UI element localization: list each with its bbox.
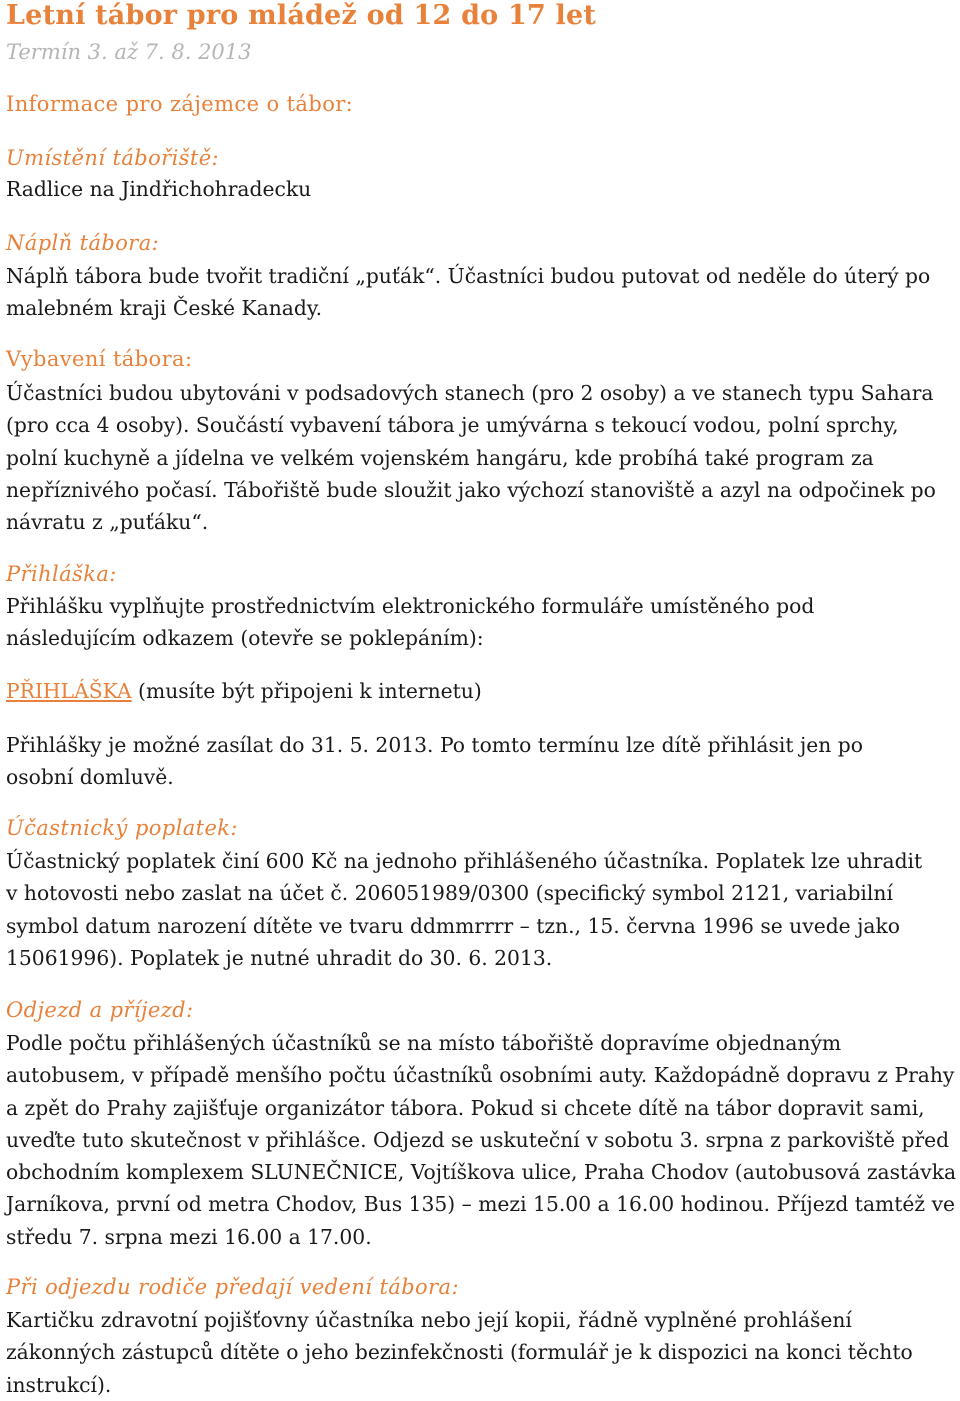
content-heading: Náplň tábora: — [6, 231, 160, 255]
equipment-text: Účastníci budou ubytováni v podsadových stanech (pro 2 osoby) a ve stanech typu Sahara (pro cca 4 osoby). Součástí vybavení tábora je umývárna s tekoucí vodou, polní sprchy, polní kuchyně a jídelna ve velkém vojenském hangáru, kde probíhá také program za nepříznivého počasí. Tábořiště bude sloužit jako výchozí stanoviště a azyl na odpočinek po návratu z „puťáku“. — [6, 381, 936, 535]
location-heading: Umístění tábořiště: — [6, 146, 220, 170]
equipment-heading: Vybavení tábora: — [6, 347, 193, 371]
travel-text: Podle počtu přihlášených účastníků se na místo tábořiště dopravíme objednaným autobusem, v případě menšího počtu účastníků osobními auty. Každopádně dopravu z Prahy a zpět do Prahy zajišťuje organizátor tábora. Pokud si chcete dítě na tábor dopravit sami, uveďte tuto skutečnost v přihlášce. Odjezd se uskuteční v sobotu 3. srpna z parkoviště před obchodním komplexem SLUNEČNICE, Vojtíškova ulice, Praha Chodov (autobusová zastávka Jarníkova, první od metra Chodov, Bus 135) – mezi 15.00 a 16.00 hodinou. Příjezd tamtéž ve středu 7. srpna mezi 16.00 a 17.00. — [6, 1031, 957, 1249]
fee-heading: Účastnický poplatek: — [6, 816, 238, 840]
page-title: Letní tábor pro mládež od 12 do 17 let — [6, 0, 597, 31]
fee-text: Účastnický poplatek činí 600 Kč na jednoho přihlášeného účastníka. Poplatek lze uhradit v hotovosti nebo zaslat na účet č. 206051989/0300 (specifický symbol 2121, variabilní symbol datum narození dítěte ve tvaru ddmmrrrr – tzn., 15. června 1996 se uvede jako 15061996). Poplatek je nutné uhradit do 30. 6. 2013. — [6, 849, 923, 970]
date-subtitle: Termín 3. až 7. 8. 2013 — [6, 40, 252, 64]
application-heading: Přihláška: — [6, 562, 117, 586]
location-text: Radlice na Jindřichohradecku — [6, 177, 312, 201]
application-form-link[interactable]: PŘIHLÁŠKA — [6, 679, 132, 703]
application-text: Přihlášku vyplňujte prostřednictvím elektronického formuláře umístěného pod následujícím odkazem (otevře se poklepáním): — [6, 594, 815, 651]
handover-text: Kartičku zdravotní pojišťovny účastníka nebo její kopii, řádně vyplněné prohlášení zákonných zástupců dítěte o jeho bezinfekčnosti (formulář je k dispozici na konci těchto instrukcí). — [6, 1308, 913, 1397]
handover-heading: Při odjezdu rodiče předají vedení tábora: — [6, 1275, 459, 1299]
application-link-line — [6, 675, 956, 707]
application-link-note: (musíte být připojeni k internetu) — [131, 679, 482, 703]
application-deadline-text: Přihlášky je možné zasílat do 31. 5. 2013. Po tomto termínu lze dítě přihlásit jen po osobní domluvě. — [6, 733, 863, 790]
content-text: Náplň tábora bude tvořit tradiční „puťák“. Účastníci budou putovat od neděle do úterý po malebném kraji České Kanady. — [6, 264, 931, 321]
travel-heading: Odjezd a příjezd: — [6, 998, 194, 1022]
info-heading: Informace pro zájemce o tábor: — [6, 92, 354, 116]
